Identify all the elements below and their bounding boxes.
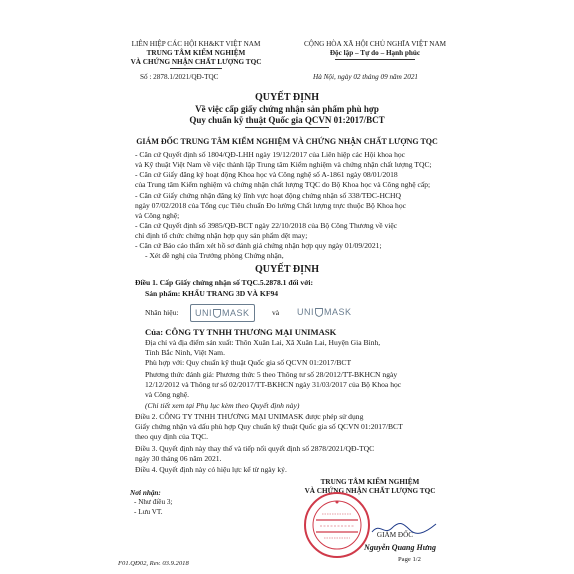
title-sub1: Về việc cấp giấy chứng nhận sản phẩm phù hợp	[195, 104, 379, 114]
basis-line: - Căn cứ Giấy chứng nhận đăng ký lĩnh vực hoạt động chứng nhận số 338/TĐC-HCHQ	[135, 191, 401, 200]
article1-company: Của: CÔNG TY TNHH THƯƠNG MẠI UNIMASK	[145, 327, 337, 337]
title-sub2: Quy chuẩn kỹ thuật Quốc gia QCVN 01:2017/BCT	[189, 115, 385, 125]
basis-line: của Trung tâm Kiểm nghiệm và chứng nhận chất lượng TQC do Bộ Khoa học và Công nghệ cấp;	[135, 180, 431, 189]
article1-note: (Chi tiết xem tại Phụ lục kèm theo Quyết định này)	[145, 401, 300, 410]
signature-org2: VÀ CHỨNG NHẬN CHẤT LƯỢNG TQC	[304, 487, 436, 495]
header-right-line1: CỘNG HÒA XÃ HỘI CHỦ NGHĨA VIỆT NAM	[303, 40, 447, 48]
page-number: Page 1/2	[398, 556, 421, 563]
shield-icon	[213, 309, 221, 318]
shield-icon	[315, 308, 323, 317]
article1-address1: Địa chỉ và địa điểm sản xuất: Thôn Xuân Lai, Xã Xuân Lai, Huyện Gia Bình,	[145, 338, 381, 347]
basis-line: - Căn cứ Quyết định số 1804/QĐ-LHH ngày 19/12/2017 của Liên hiệp các Hội khoa học	[135, 150, 406, 159]
article1-conform: Phù hợp với: Quy chuẩn kỹ thuật Quốc gia số QCVN 01:2017/BCT	[145, 358, 352, 367]
article1-product: Sản phẩm: KHẨU TRANG 3D VÀ KF94	[145, 289, 279, 298]
signer-name: Nguyễn Quang Hưng	[364, 543, 436, 552]
document-date: Hà Nội, ngày 02 tháng 09 năm 2021	[313, 73, 419, 81]
article3-line2: ngày 30 tháng 06 năm 2021.	[135, 454, 222, 463]
recipients-label: Nơi nhận:	[130, 489, 161, 497]
header-left-rule	[170, 68, 222, 69]
header-right-rule	[335, 59, 415, 60]
basis-line: chỉ định tổ chức chứng nhận hợp quy sản phẩm dệt may;	[135, 231, 308, 240]
basis-line: - Căn cứ Báo cáo thẩm xét hồ sơ đánh giá chứng nhận hợp quy ngày 01/09/2021;	[135, 241, 382, 250]
article3-line1: Điều 3. Quyết định này thay thế và tiếp nối quyết định số 2878/2021/QĐ-TQC	[135, 444, 375, 453]
logo-text-left: UNI	[195, 308, 212, 318]
article4: Điều 4. Quyết định này có hiệu lực kể từ ngày ký.	[135, 465, 287, 474]
logo-text-left: UNI	[297, 307, 314, 317]
article1-title: Điều 1. Cấp Giấy chứng nhận số TQC.5.2878.1 đối với:	[135, 278, 314, 287]
article2-line3: theo quy định của TQC.	[135, 432, 209, 441]
article1-method3: và Công nghệ.	[145, 390, 190, 399]
article2-line1: Điều 2. CÔNG TY TNHH THƯƠNG MẠI UNIMASK được phép sử dụng	[135, 412, 364, 421]
brand-label: Nhãn hiệu:	[145, 308, 179, 317]
header-left-line2: TRUNG TÂM KIỂM NGHIỆM	[146, 49, 246, 57]
unimask-logo-2	[293, 304, 356, 320]
decision-number: Số : 2878.1/2021/QĐ-TQC	[140, 73, 219, 81]
header-left-line3: VÀ CHỨNG NHẬN CHẤT LƯỢNG TQC	[130, 58, 262, 66]
basis-line: và Kỹ thuật Việt Nam về việc thành lập Trung tâm Kiểm nghiệm và chứng nhận chất lượng TQC;	[135, 160, 432, 169]
basis-line: - Căn cứ Giấy đăng ký hoạt động Khoa học và Công nghệ số A-1861 ngày 08/01/2018	[135, 170, 398, 179]
brand-and: và	[272, 308, 280, 317]
article2-line2: Giấy chứng nhận và dấu phù hợp Quy chuẩn kỹ thuật Quốc gia số QCVN 01:2017/BCT	[135, 422, 403, 431]
signature-title: GIÁM ĐỐC	[376, 531, 414, 539]
logo-text-right: MASK	[324, 307, 352, 317]
handwritten-signature-icon	[370, 520, 440, 538]
recipients-item: - Lưu VT.	[134, 508, 163, 516]
basis-line: ngày 07/02/2018 của Tổng cục Tiêu chuẩn Đo lường Chất lượng trực thuộc Bộ Khoa học	[135, 201, 407, 210]
header-right-line2: Độc lập – Tự do – Hạnh phúc	[329, 49, 421, 57]
basis-line: và Công nghệ;	[135, 211, 180, 220]
title-rule	[245, 127, 329, 128]
decision-heading: QUYẾT ĐỊNH	[255, 264, 319, 275]
basis-line: - Căn cứ Quyết định số 3985/QĐ-BCT ngày 22/10/2018 của Bộ Công Thương về việc	[135, 221, 398, 230]
header-left-line1: LIÊN HIỆP CÁC HỘI KH&KT VIỆT NAM	[131, 40, 261, 48]
basis-line: - Xét đề nghị của Trưởng phòng Chứng nhận,	[145, 251, 284, 260]
logo-text-right: MASK	[222, 308, 250, 318]
recipients-item: - Như điều 3;	[134, 498, 173, 506]
director-heading: GIÁM ĐỐC TRUNG TÂM KIỂM NGHIỆM VÀ CHỨNG NHẬN CHẤT LƯỢNG TQC	[136, 137, 438, 146]
article1-address2: Tỉnh Bắc Ninh, Việt Nam.	[145, 348, 225, 357]
article1-method1: Phương thức đánh giá: Phương thức 5 theo Thông tư số 28/2012/TT-BKHCN ngày	[145, 370, 398, 379]
article1-method2: 12/12/2012 và Thông tư số 02/2017/TT-BKHCN ngày 31/03/2017 của Bộ Khoa học	[145, 380, 402, 389]
title-heading: QUYẾT ĐỊNH	[255, 92, 319, 103]
signature-org1: TRUNG TÂM KIỂM NGHIỆM	[320, 478, 420, 486]
unimask-logo	[190, 304, 255, 322]
form-code: F01.QĐ02, Rev. 03.9.2018	[118, 560, 189, 567]
